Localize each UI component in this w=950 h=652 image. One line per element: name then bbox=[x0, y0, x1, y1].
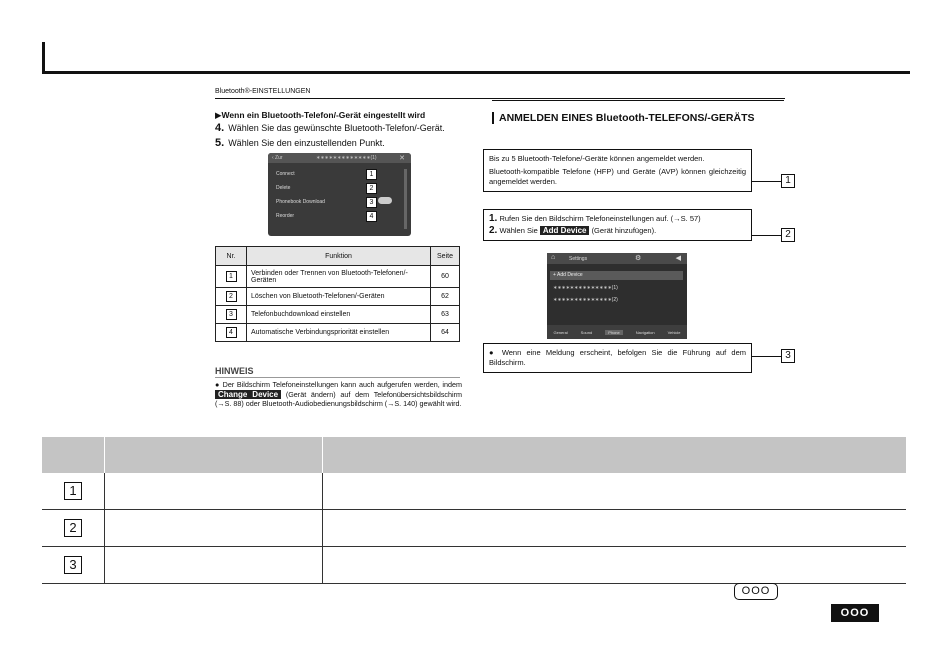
add-device-button-label: Add Device bbox=[540, 226, 590, 235]
tab-vehicle: Vehicle bbox=[667, 329, 681, 335]
table-row bbox=[216, 306, 460, 324]
info-box-1: Bis zu 5 Bluetooth-Telefone/-Geräte können angemeldet werden. Bluetooth-kompatible Telefone (HFP) und Geräte (AVP) können gleichzeitig angemeldet werden. bbox=[483, 149, 752, 192]
breadcrumb: Bluetooth®-EINSTELLUNGEN bbox=[215, 88, 311, 95]
header-horizontal-rule bbox=[42, 71, 910, 74]
back-button: ‹ Zur bbox=[272, 155, 283, 161]
phone-settings-screenshot bbox=[268, 153, 411, 236]
intro-heading: ▶Wenn ein Bluetooth-Telefon/-Gerät eingestellt wird bbox=[215, 110, 426, 120]
volume-icon: ◀ bbox=[675, 255, 681, 262]
hinweis-text: ● Der Bildschirm Telefoneinstellungen kann auch aufgerufen werden, indem Change Device (Gerät ändern) auf dem Telefonübersichtsbildschirm (→S. 88) oder Bluetooth-Audiobedienungsbildschirm (→S. 140) gewählt wird. bbox=[215, 380, 463, 408]
function-table bbox=[215, 246, 460, 342]
row-reorder: Reorder bbox=[276, 213, 295, 219]
row-seite: 60 bbox=[431, 266, 460, 288]
section-title: ANMELDEN EINES Bluetooth-TELEFONS/-GERÄTS bbox=[492, 112, 791, 124]
settings-screenshot bbox=[547, 253, 687, 339]
row-seite: 64 bbox=[431, 324, 460, 342]
hinweis-title: HINWEIS bbox=[215, 366, 254, 376]
marker-2: 2 bbox=[366, 183, 377, 194]
breadcrumb-divider bbox=[215, 98, 785, 99]
table-row bbox=[216, 324, 460, 342]
col-nr: Nr. bbox=[216, 247, 247, 266]
row-funktion: Löschen von Bluetooth-Telefonen/-Geräten bbox=[247, 288, 431, 306]
screen-title-bar bbox=[547, 253, 687, 264]
home-icon: ⌂ bbox=[551, 254, 556, 261]
change-device-button-label: Change Device bbox=[215, 390, 281, 399]
row-seite: 62 bbox=[431, 288, 460, 306]
section-top-rule bbox=[492, 100, 784, 101]
row-number: 3 bbox=[226, 309, 237, 320]
page-marker-outline: OOO bbox=[734, 583, 778, 600]
col-funktion: Funktion bbox=[247, 247, 431, 266]
row-delete: Delete bbox=[276, 185, 291, 191]
device-row-2: ∗∗∗∗∗∗∗∗∗∗∗∗∗∗(2) bbox=[553, 297, 618, 303]
row-number: 2 bbox=[64, 519, 82, 537]
header-vertical-rule bbox=[42, 42, 45, 74]
screen-title-bar bbox=[268, 153, 411, 163]
table-header-row bbox=[42, 437, 906, 473]
row-funktion: Automatische Verbindungspriorität einstellen bbox=[247, 324, 431, 342]
row-number: 4 bbox=[226, 327, 237, 338]
tab-sound: Sound bbox=[580, 329, 593, 335]
step-5: 5. Wählen Sie den einzustellenden Punkt. bbox=[215, 137, 385, 149]
row-number: 1 bbox=[64, 482, 82, 500]
table-row bbox=[42, 510, 906, 547]
page-marker-filled: OOO bbox=[831, 604, 879, 622]
row-number: 2 bbox=[226, 291, 237, 302]
info-box-3: ● Wenn eine Meldung erscheint, befolgen Sie die Führung auf dem Bildschirm. bbox=[483, 343, 752, 373]
callout-line-3 bbox=[751, 356, 781, 357]
row-connect: Connect bbox=[276, 171, 295, 177]
row-seite: 63 bbox=[431, 306, 460, 324]
table-row bbox=[216, 288, 460, 306]
row-funktion: Telefonbuchdownload einstellen bbox=[247, 306, 431, 324]
callout-2: 2 bbox=[781, 228, 795, 242]
table-row bbox=[42, 547, 906, 584]
toggle-switch bbox=[378, 197, 392, 204]
marker-1: 1 bbox=[366, 169, 377, 180]
row-funktion: Verbinden oder Trennen von Bluetooth-Telefonen/-Geräten bbox=[247, 266, 431, 288]
scrollbar bbox=[404, 169, 407, 229]
callout-1: 1 bbox=[781, 174, 795, 188]
tab-general: General bbox=[553, 329, 568, 335]
marker-4: 4 bbox=[366, 211, 377, 222]
callout-line-2 bbox=[751, 235, 781, 236]
device-name: ∗∗∗∗∗∗∗∗∗∗∗∗∗(1) bbox=[316, 155, 377, 161]
hinweis-divider bbox=[215, 377, 460, 378]
tab-phone: Phone bbox=[605, 330, 623, 335]
info-box-2: 1. Rufen Sie den Bildschirm Telefoneinstellungen auf. (→S. 57) 2. Wählen Sie Add Device (Gerät hinzufügen). bbox=[483, 209, 752, 241]
tab-navigation: Navigation bbox=[635, 329, 655, 335]
callout-line-1 bbox=[751, 181, 781, 182]
col-seite: Seite bbox=[431, 247, 460, 266]
step-4: 4. Wählen Sie das gewünschte Bluetooth-Telefon/-Gerät. bbox=[215, 122, 445, 134]
row-number: 3 bbox=[64, 556, 82, 574]
device-row-1: ∗∗∗∗∗∗∗∗∗∗∗∗∗∗(1) bbox=[553, 285, 618, 291]
marker-3: 3 bbox=[366, 197, 377, 208]
callout-3: 3 bbox=[781, 349, 795, 363]
table-row bbox=[216, 266, 460, 288]
close-icon: ✕ bbox=[399, 155, 405, 162]
bottom-tab-bar bbox=[547, 325, 687, 339]
blank-reference-table bbox=[42, 437, 906, 584]
row-number: 1 bbox=[226, 271, 237, 282]
gear-icon: ⚙ bbox=[635, 255, 642, 262]
screen-title: Settings bbox=[569, 256, 588, 262]
add-device-row: + Add Device bbox=[550, 271, 683, 280]
row-phonebook: Phonebook Download bbox=[276, 199, 325, 205]
table-row bbox=[42, 473, 906, 510]
